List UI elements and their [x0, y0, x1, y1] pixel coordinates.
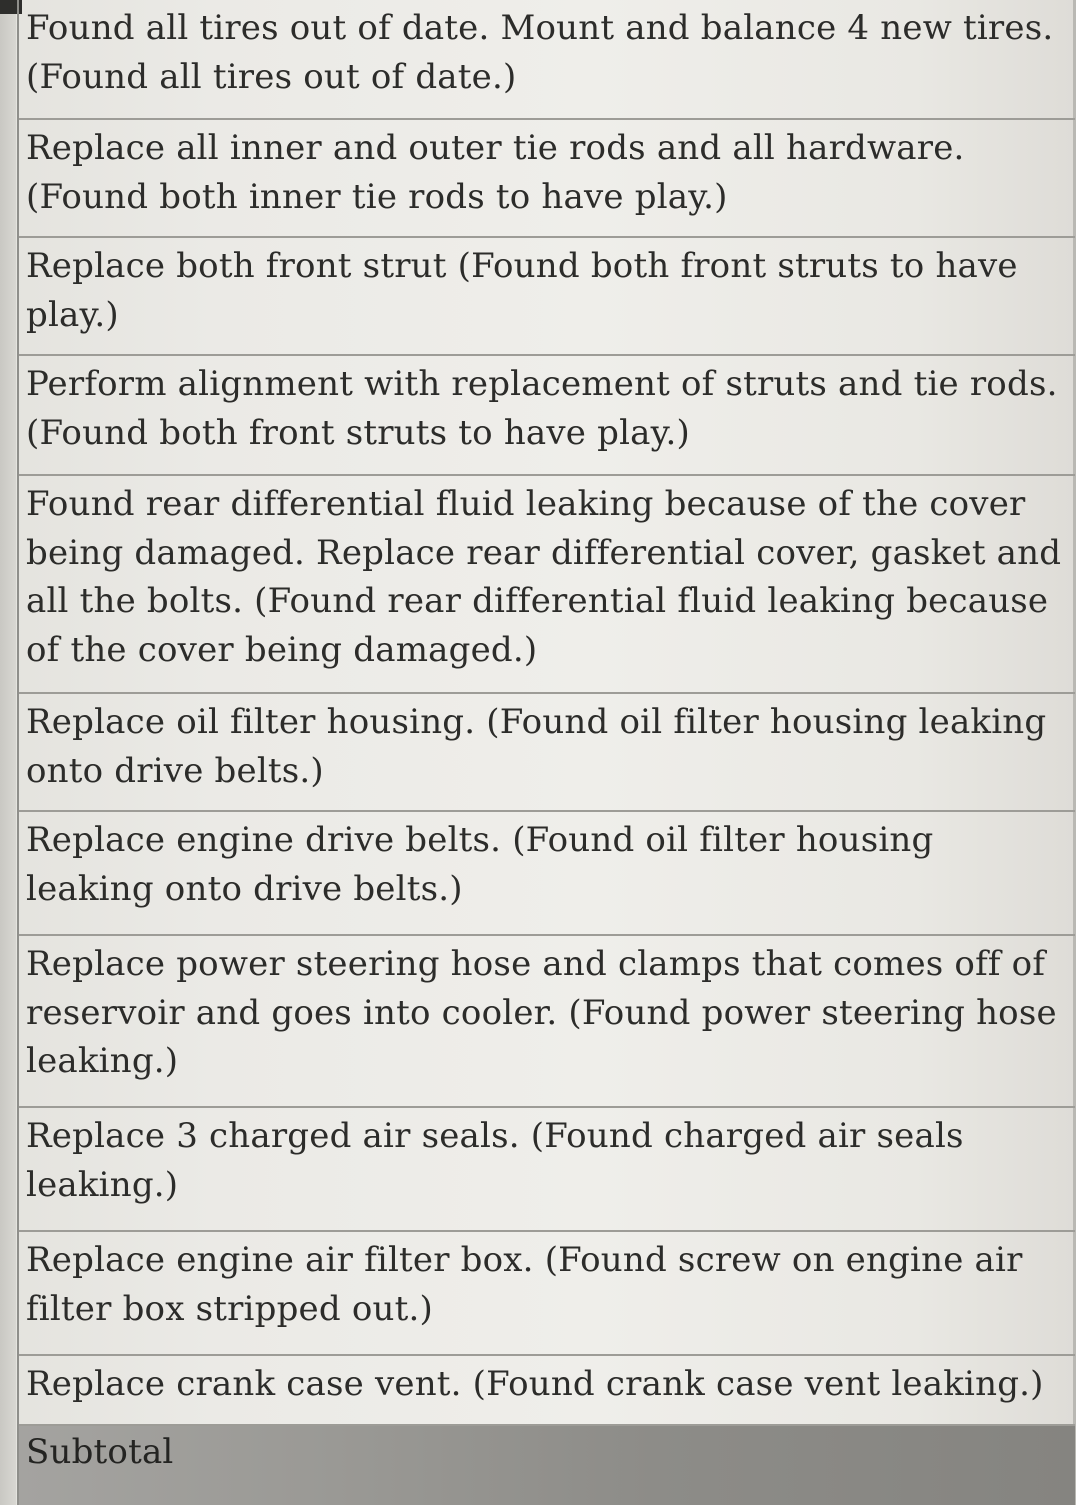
- repair-item-row: Replace both front strut (Found both front struts to have play.): [19, 236, 1075, 354]
- repair-items-table: [17, 0, 1075, 1505]
- subtotal-row: [19, 1424, 1075, 1505]
- repair-item-row: Replace engine air filter box. (Found screw on engine air filter box stripped out.): [19, 1230, 1075, 1354]
- subtotal-label: Subtotal: [26, 1432, 174, 1472]
- repair-item-row: Replace crank case vent. (Found crank case vent leaking.): [19, 1354, 1075, 1424]
- repair-item-row: Perform alignment with replacement of struts and tie rods. (Found both front struts to have play.): [19, 354, 1075, 474]
- repair-item-row: Replace oil filter housing. (Found oil filter housing leaking onto drive belts.): [19, 692, 1075, 810]
- repair-item-row: Replace power steering hose and clamps that comes off of reservoir and goes into cooler. (Found power steering hose leaking.): [19, 934, 1075, 1106]
- repair-item-row: Replace 3 charged air seals. (Found charged air seals leaking.): [19, 1106, 1075, 1230]
- repair-item-row: Replace engine drive belts. (Found oil filter housing leaking onto drive belts.): [19, 810, 1075, 934]
- repair-item-row: Replace all inner and outer tie rods and all hardware. (Found both inner tie rods to have play.): [19, 118, 1075, 236]
- repair-item-row: Found rear differential fluid leaking because of the cover being damaged. Replace rear differential cover, gasket and all the bolts. (Found rear differential fluid leaking because of the cover being damaged.): [19, 474, 1075, 692]
- page-left-margin: [0, 0, 16, 1505]
- repair-item-row: Found all tires out of date. Mount and balance 4 new tires. (Found all tires out of date.): [26, 8, 1054, 97]
